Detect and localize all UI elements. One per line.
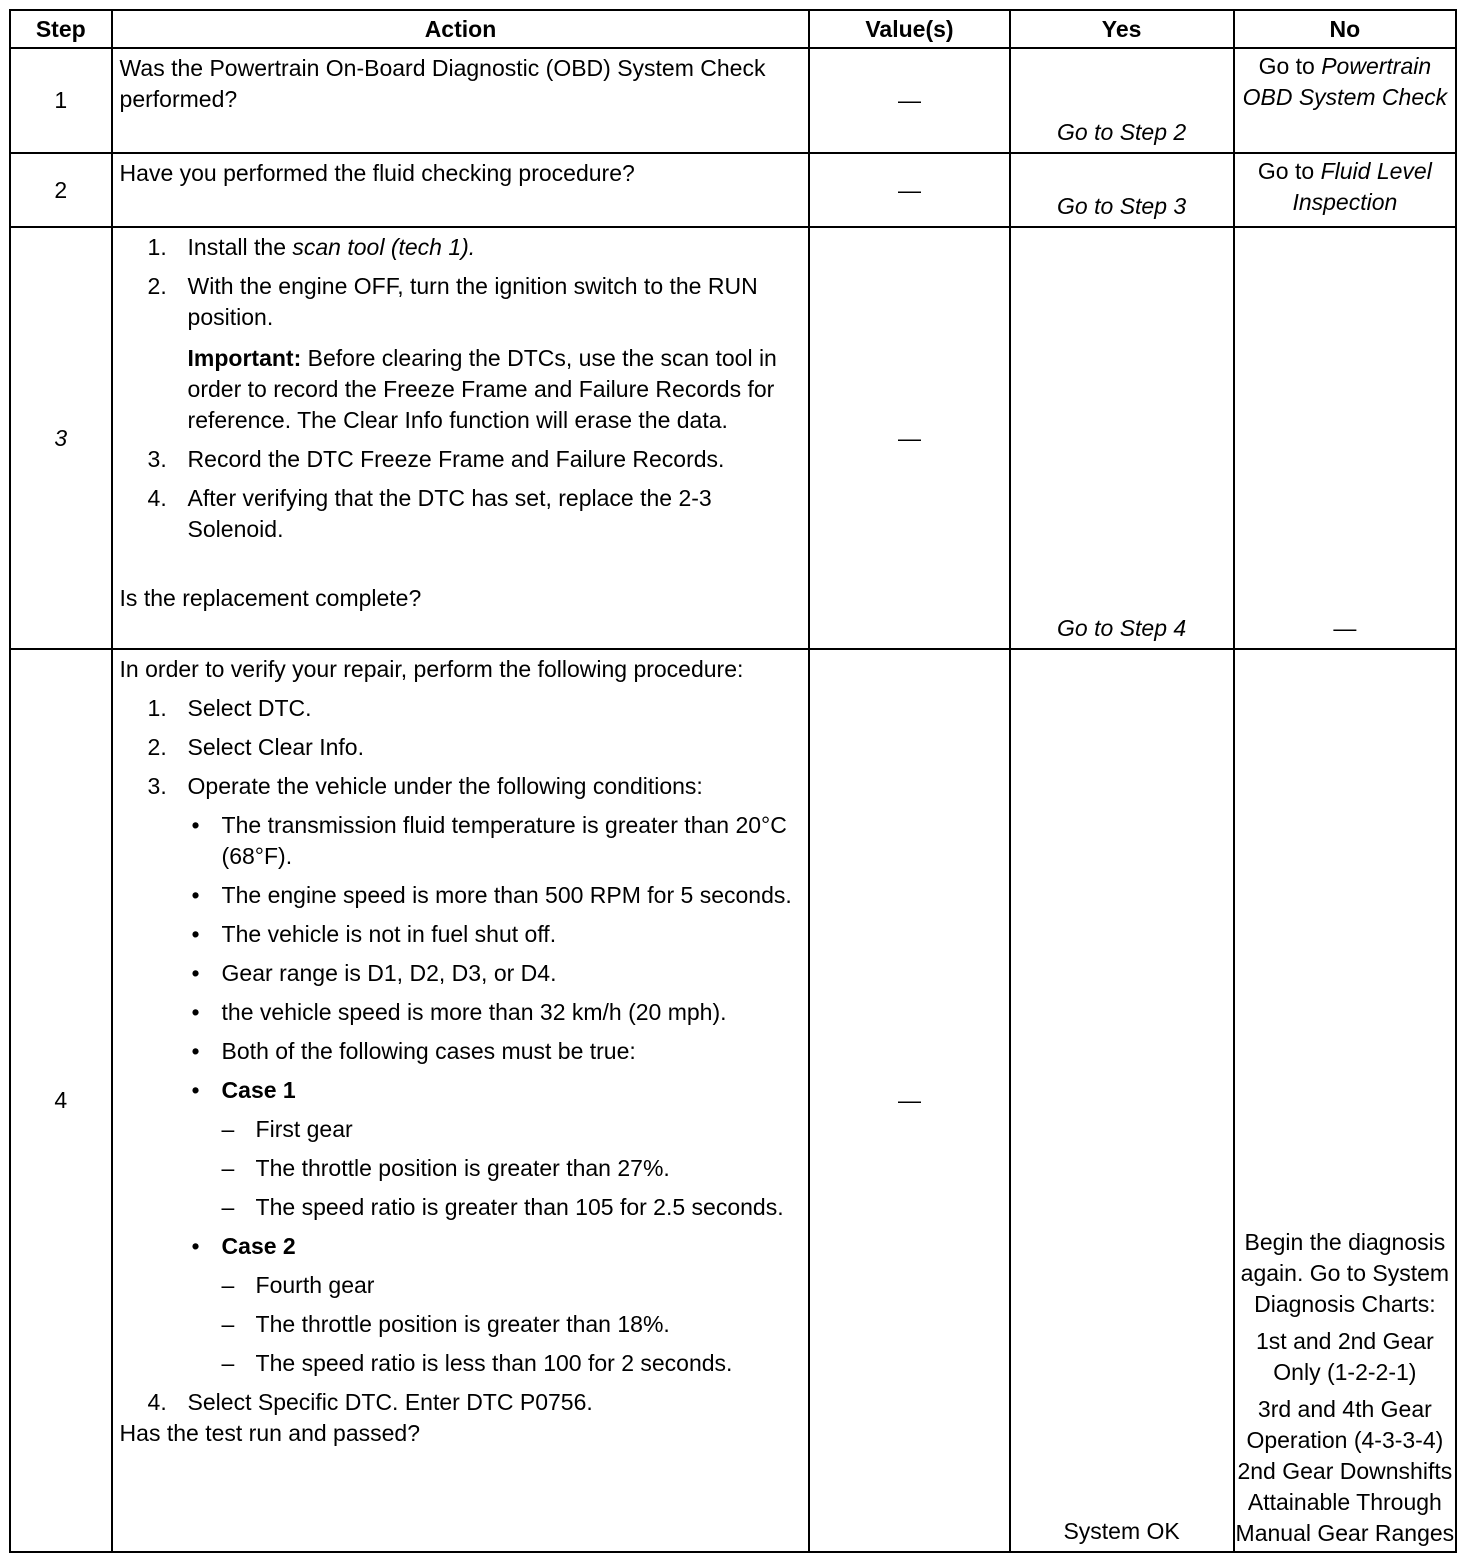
list-item xyxy=(120,444,803,475)
dash: – xyxy=(221,1116,235,1142)
condition-list xyxy=(188,810,803,1379)
case-label: Case 1 xyxy=(221,1077,296,1103)
action-cell xyxy=(112,649,810,1552)
list-item xyxy=(188,997,803,1028)
dash: – xyxy=(221,1350,235,1376)
list-item xyxy=(120,732,803,763)
yes-cell: Go to Step 4 xyxy=(1010,227,1234,649)
no-cell xyxy=(1234,649,1456,1552)
action-text: Was the Powertrain On-Board Diagnostic (OBD) System Check performed? xyxy=(119,55,766,112)
action-cell xyxy=(112,48,810,153)
dash: – xyxy=(221,1194,235,1220)
list-item xyxy=(188,810,803,872)
table-row xyxy=(10,227,1456,649)
intro-text: In order to verify your repair, perform the following procedure: xyxy=(119,656,744,682)
list-item xyxy=(120,483,803,545)
bullet: • xyxy=(191,1077,200,1103)
dash: – xyxy=(221,1155,235,1181)
item-text: Gear range is D1, D2, D3, or D4. xyxy=(221,960,557,986)
dash: – xyxy=(221,1311,235,1337)
yes-cell: Go to Step 2 xyxy=(1010,48,1234,153)
item-number: 2. xyxy=(147,273,167,299)
value-cell: — xyxy=(809,48,1009,153)
item-italic: scan tool (tech 1). xyxy=(292,234,476,260)
important-label: Important: xyxy=(187,345,302,371)
item-text: After verifying that the DTC has set, replace the 2-3 Solenoid. xyxy=(187,485,712,542)
no-text: Begin the diagnosis again. Go to System Diagnosis Charts: xyxy=(1240,1229,1450,1317)
item-number: 3. xyxy=(147,446,167,472)
list-item xyxy=(188,1036,803,1067)
bullet: • xyxy=(191,921,200,947)
list-item xyxy=(222,1348,803,1379)
item-number: 2. xyxy=(147,734,167,760)
bullet: • xyxy=(191,812,200,838)
no-cell xyxy=(1234,153,1456,227)
header-step: Step xyxy=(10,10,112,48)
item-text: With the engine OFF, turn the ignition switch to the RUN position. xyxy=(187,273,758,330)
header-values: Value(s) xyxy=(809,10,1009,48)
header-no: No xyxy=(1234,10,1456,48)
item-text: Fourth gear xyxy=(255,1272,375,1298)
header-yes: Yes xyxy=(1010,10,1234,48)
item-text: The transmission fluid temperature is greater than 20°C (68°F). xyxy=(221,812,787,869)
table-row xyxy=(10,48,1456,153)
table-row xyxy=(10,153,1456,227)
item-text: Both of the following cases must be true: xyxy=(221,1038,636,1064)
dash: – xyxy=(221,1272,235,1298)
diagnostic-table xyxy=(9,9,1457,1553)
item-text: Select DTC. xyxy=(187,695,312,721)
no-text: 1st and 2nd Gear Only (1-2-2-1) xyxy=(1256,1328,1434,1385)
bullet: • xyxy=(191,882,200,908)
item-text: The throttle position is greater than 27%. xyxy=(255,1155,670,1181)
list-item xyxy=(222,1192,803,1223)
list-item xyxy=(188,919,803,950)
list-item xyxy=(188,880,803,911)
case-label: Case 2 xyxy=(221,1233,296,1259)
no-text: 3rd and 4th Gear Operation (4-3-3-4) 2nd Gear Downshifts Attainable Through Manual Gear Ranges xyxy=(1235,1396,1455,1546)
no-cell: — xyxy=(1234,227,1456,649)
important-note xyxy=(188,343,803,436)
step-number: 1 xyxy=(10,48,112,153)
item-text: Install the xyxy=(187,234,293,260)
item-text: Select Specific DTC. Enter DTC P0756. xyxy=(187,1389,593,1415)
step-number: 3 xyxy=(10,227,112,649)
item-text: The speed ratio is greater than 105 for 2.5 seconds. xyxy=(255,1194,784,1220)
list-item xyxy=(120,693,803,724)
bullet: • xyxy=(191,1233,200,1259)
procedure-list xyxy=(120,232,803,545)
item-number: 1. xyxy=(147,234,167,260)
value-cell: — xyxy=(809,227,1009,649)
question-text: Has the test run and passed? xyxy=(119,1420,421,1446)
procedure-list xyxy=(120,693,803,1418)
item-text: First gear xyxy=(255,1116,353,1142)
list-item xyxy=(188,1075,803,1223)
item-text: the vehicle speed is more than 32 km/h (20 mph). xyxy=(221,999,727,1025)
action-cell xyxy=(112,153,810,227)
item-text: The throttle position is greater than 18%. xyxy=(255,1311,670,1337)
item-number: 1. xyxy=(147,695,167,721)
list-item xyxy=(120,271,803,436)
step-number: 4 xyxy=(10,649,112,1552)
no-prefix: Go to xyxy=(1258,53,1322,79)
no-prefix: Go to xyxy=(1257,158,1321,184)
table-row xyxy=(10,649,1456,1552)
item-number: 4. xyxy=(147,485,167,511)
item-text: Operate the vehicle under the following conditions: xyxy=(187,773,703,799)
case-list xyxy=(222,1114,803,1223)
yes-cell: Go to Step 3 xyxy=(1010,153,1234,227)
item-number: 3. xyxy=(147,773,167,799)
yes-cell: System OK xyxy=(1010,649,1234,1552)
list-item xyxy=(120,771,803,1379)
value-cell: — xyxy=(809,153,1009,227)
bullet: • xyxy=(191,1038,200,1064)
header-action: Action xyxy=(112,10,810,48)
bullet: • xyxy=(191,960,200,986)
list-item xyxy=(222,1153,803,1184)
action-cell xyxy=(112,227,810,649)
item-number: 4. xyxy=(147,1389,167,1415)
list-item xyxy=(222,1270,803,1301)
list-item xyxy=(120,1387,803,1418)
action-text: Have you performed the fluid checking procedure? xyxy=(119,160,635,186)
list-item xyxy=(188,1231,803,1379)
case-list xyxy=(222,1270,803,1379)
list-item xyxy=(222,1114,803,1145)
no-cell xyxy=(1234,48,1456,153)
value-cell: — xyxy=(809,649,1009,1552)
item-text: Select Clear Info. xyxy=(187,734,364,760)
list-item xyxy=(188,958,803,989)
item-text: The vehicle is not in fuel shut off. xyxy=(221,921,557,947)
item-text: The speed ratio is less than 100 for 2 seconds. xyxy=(255,1350,733,1376)
no-link: Powertrain OBD System Check xyxy=(1242,53,1448,110)
question-text: Is the replacement complete? xyxy=(119,585,422,611)
list-item xyxy=(222,1309,803,1340)
header-row xyxy=(10,10,1456,48)
important-text: Before clearing the DTCs, use the scan tool in order to record the Freeze Frame and Failure Records for reference. The Clear Info function will erase the data. xyxy=(187,345,777,433)
item-text: Record the DTC Freeze Frame and Failure Records. xyxy=(187,446,725,472)
bullet: • xyxy=(191,999,200,1025)
item-text: The engine speed is more than 500 RPM for 5 seconds. xyxy=(221,882,792,908)
list-item xyxy=(120,232,803,263)
step-number: 2 xyxy=(10,153,112,227)
no-link: Fluid Level Inspection xyxy=(1292,158,1432,215)
